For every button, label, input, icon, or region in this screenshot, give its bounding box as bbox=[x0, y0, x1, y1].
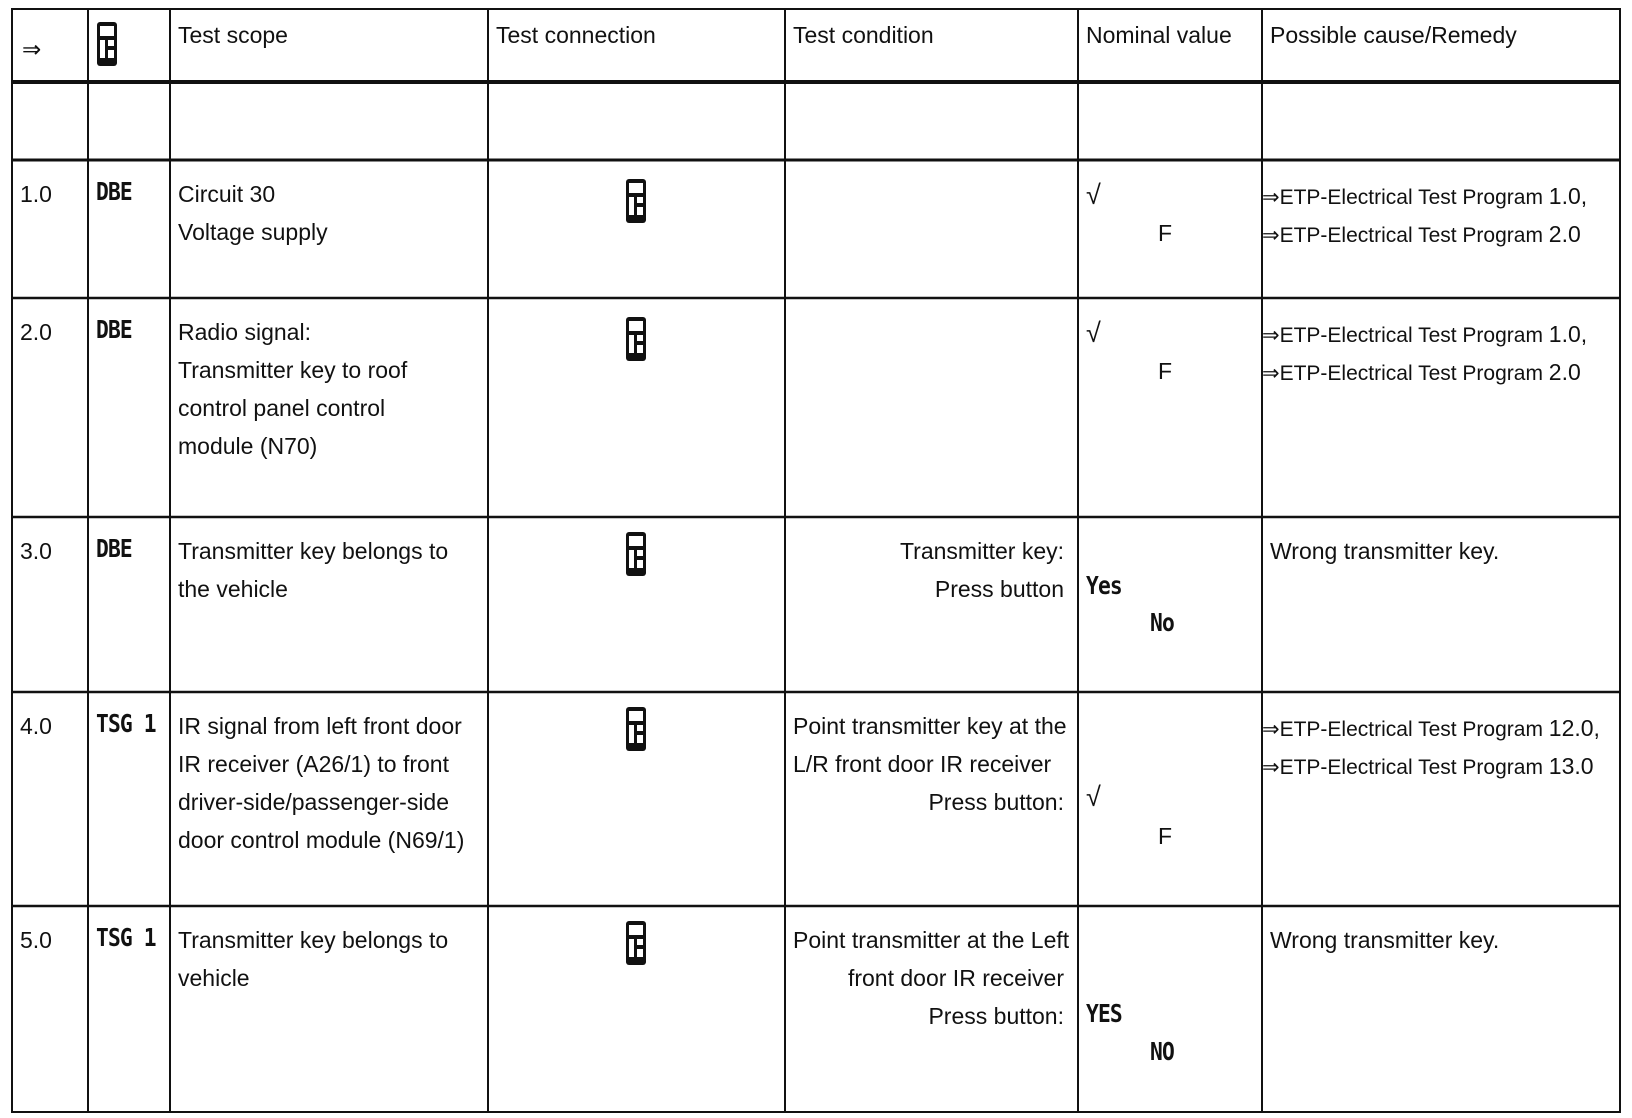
tester-icon bbox=[624, 919, 648, 967]
header-test-connection: Test connection bbox=[496, 22, 656, 48]
tester-icon bbox=[624, 530, 648, 578]
remedy: Wrong transmitter key. bbox=[1270, 538, 1500, 564]
step-number: 1.0 bbox=[20, 181, 52, 207]
remedy: ⇒ETP-Electrical Test Program 12.0, ⇒ETP-Electrical Test Program 13.0 bbox=[1262, 715, 1600, 779]
control-unit: DBE bbox=[96, 315, 132, 344]
step-number: 4.0 bbox=[20, 713, 52, 739]
nominal-yes: Yes bbox=[1086, 571, 1122, 600]
header-nominal-value: Nominal value bbox=[1086, 22, 1232, 48]
control-unit: TSG 1 bbox=[96, 923, 156, 952]
control-unit: TSG 1 bbox=[96, 709, 156, 738]
header-remedy: Possible cause/Remedy bbox=[1270, 22, 1517, 48]
tester-icon bbox=[95, 20, 119, 68]
header-test-condition: Test condition bbox=[793, 22, 934, 48]
nominal-yes: YES bbox=[1086, 999, 1122, 1028]
remedy: ⇒ETP-Electrical Test Program 1.0, ⇒ETP-Electrical Test Program 2.0 bbox=[1262, 321, 1588, 385]
control-unit: DBE bbox=[96, 534, 132, 563]
test-condition: Point transmitter at the Left front door IR receiver Press button: bbox=[793, 927, 1070, 1029]
nominal-ok: √ bbox=[1086, 782, 1101, 812]
nominal-ok: √ bbox=[1086, 318, 1101, 348]
nominal-fault: F bbox=[1158, 220, 1173, 246]
remedy: Wrong transmitter key. bbox=[1270, 927, 1500, 953]
tester-icon bbox=[624, 705, 648, 753]
control-unit: DBE bbox=[96, 177, 132, 206]
test-scope: Circuit 30 Voltage supply bbox=[178, 181, 328, 245]
nominal-no: NO bbox=[1150, 1037, 1174, 1066]
nominal-fault: F bbox=[1158, 358, 1173, 384]
nominal-no: No bbox=[1150, 608, 1174, 637]
test-scope: Radio signal: Transmitter key to roof control panel control module (N70) bbox=[178, 319, 408, 459]
test-scope: Transmitter key belongs to vehicle bbox=[178, 927, 449, 991]
step-number: 5.0 bbox=[20, 927, 52, 953]
test-condition: Point transmitter key at the L/R front door IR receiver Press button: bbox=[793, 713, 1067, 815]
tester-icon bbox=[624, 177, 648, 225]
step-number: 2.0 bbox=[20, 319, 52, 345]
step-number: 3.0 bbox=[20, 538, 52, 564]
header-test-scope: Test scope bbox=[178, 22, 288, 48]
nominal-fault: F bbox=[1158, 823, 1173, 849]
header-arrow: ⇒ bbox=[22, 36, 42, 62]
test-scope: IR signal from left front door IR receiver (A26/1) to front driver-side/passenger-side door control module (N69/1) bbox=[178, 713, 465, 853]
test-scope: Transmitter key belongs to the vehicle bbox=[178, 538, 449, 602]
test-condition: Transmitter key: Press button bbox=[899, 538, 1064, 602]
remedy: ⇒ETP-Electrical Test Program 1.0, ⇒ETP-Electrical Test Program 2.0 bbox=[1262, 183, 1588, 247]
nominal-ok: √ bbox=[1086, 180, 1101, 210]
tester-icon bbox=[624, 315, 648, 363]
